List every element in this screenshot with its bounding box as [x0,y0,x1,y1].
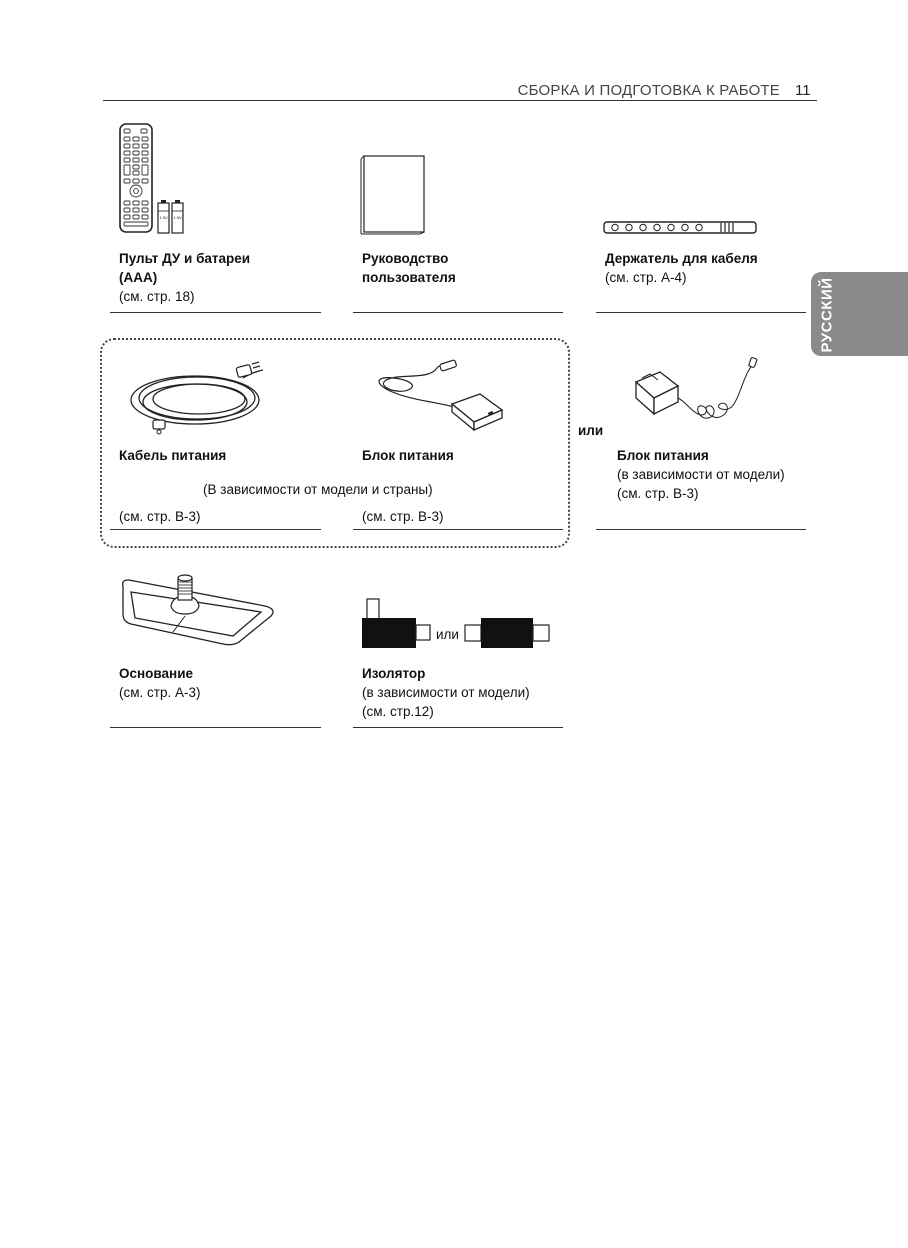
section-title: СБОРКА И ПОДГОТОВКА К РАБОТЕ [517,82,780,99]
isolator-title: Изолятор [362,666,426,681]
power-supply-ref: (см. стр. B-3) [362,509,444,524]
manual-rule [353,312,563,313]
power-supply-alt-rule [596,529,806,530]
isolator-note: (в зависимости от модели) [362,685,530,700]
base-ref: (см. стр. A-3) [119,685,201,700]
isolator-straight-icon [464,616,552,650]
or-label-isolator: или [436,627,459,642]
remote-title-line2: (AAA) [119,270,158,285]
remote-rule [110,312,321,313]
or-label-power: или [578,423,604,438]
manual-title-line1: Руководство [362,251,449,266]
power-cord-title: Кабель питания [119,448,227,463]
power-supply-alt-title: Блок питания [617,448,709,463]
power-supply-title: Блок питания [362,448,454,463]
power-supply-alt-ref: (см. стр. B-3) [617,486,699,501]
svg-text:1.5V: 1.5V [173,215,182,220]
stand-base-icon [115,566,280,656]
isolator-l-icon [362,598,432,650]
base-title: Основание [119,666,193,681]
svg-text:1.5V: 1.5V [159,215,168,220]
cable-holder-ref: (см. стр. A-4) [605,270,687,285]
remote-ref: (см. стр. 18) [119,289,195,304]
header-rule [103,100,817,101]
cable-holder-title: Держатель для кабеля [605,251,758,266]
base-rule [110,727,321,728]
remote-title-line1: Пульт ДУ и батареи [119,251,251,266]
power-supply-icon [368,360,508,436]
power-supply-rule [353,529,563,530]
isolator-rule [353,727,563,728]
power-cord-ref: (см. стр. B-3) [119,509,201,524]
language-tab [811,272,908,356]
cable-holder-icon [603,220,759,236]
power-cord-rule [110,529,321,530]
remote-control-icon [118,123,198,235]
wall-adapter-icon [628,358,763,434]
isolator-ref: (см. стр.12) [362,704,434,719]
group-note: (В зависимости от модели и страны) [203,482,433,497]
manual-title-line2: пользователя [362,270,456,285]
power-cord-icon [125,358,275,438]
page-number: 11 [795,82,811,99]
language-tab-label: РУССКИЙ [818,277,836,353]
power-supply-alt-note: (в зависимости от модели) [617,467,785,482]
user-manual-icon [360,154,426,236]
cable-holder-rule [596,312,806,313]
